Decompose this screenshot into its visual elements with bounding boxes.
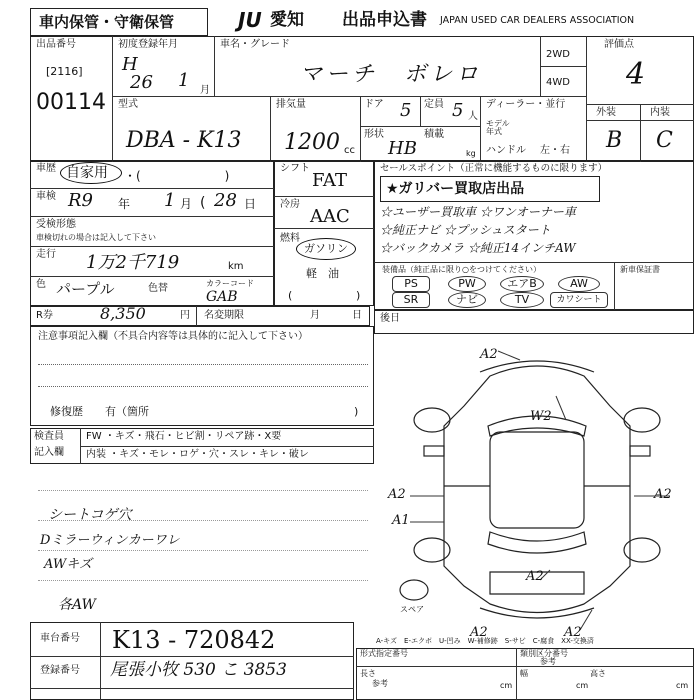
color-code-value: GAB xyxy=(206,289,238,305)
new-car-warranty: 新車保証書 xyxy=(620,265,660,274)
interior-label: 内装 xyxy=(650,107,670,118)
exterior-grade: B xyxy=(606,128,623,153)
spare-label: スペア xyxy=(400,605,424,614)
ref-label-1: 参考 xyxy=(372,679,388,688)
equip-ps: PS xyxy=(392,276,430,292)
mileage-unit: km xyxy=(228,261,244,272)
damage-mark-rear-right: A2 xyxy=(564,625,582,640)
sales-line-2: ☆純正ナビ ☆プッシュスタート xyxy=(380,223,551,237)
load-unit: kg xyxy=(466,149,476,158)
shift-value: FAT xyxy=(312,170,347,191)
shaken-month-unit: 月 xyxy=(180,197,193,211)
inspect-row-2: 内装 ・キズ・モレ・ロゲ・穴・スレ・キレ・破レ xyxy=(86,449,309,460)
damage-mark-left-lower: A1 xyxy=(392,513,410,528)
category-number-label: 類別区分番号 xyxy=(520,649,568,658)
fuel-gas: ガソリン xyxy=(304,242,348,255)
model-label: 車名・グレード xyxy=(220,39,290,50)
equip-sr: SR xyxy=(392,292,430,308)
recycle-value: 8,350 xyxy=(100,304,146,323)
ac-value: AAC xyxy=(310,206,350,227)
fuel-label: 燃料 xyxy=(280,233,300,244)
deadline-day: 日 xyxy=(352,310,362,321)
accept-label: 受検形態 xyxy=(36,219,76,230)
fuel-diesel: 軽 油 xyxy=(306,267,339,280)
brand-name: 愛知 xyxy=(270,10,304,30)
damage-mark-hood: W2 xyxy=(530,409,552,424)
sales-points-label: セールスポイント（正常に機能するものに限ります） xyxy=(380,163,608,174)
damage-mark-right: A2 xyxy=(654,487,672,502)
car-damage-diagram xyxy=(380,336,694,636)
accept-note: 車検切れの場合は記入して下さい xyxy=(36,233,156,242)
damage-mark-rear-left: A2 xyxy=(470,625,488,640)
fuel-paren-open: ( xyxy=(288,289,293,302)
chassis-value: K13 - 720842 xyxy=(112,626,276,654)
model-name: マーチ ボレロ xyxy=(300,62,483,87)
shaken-label: 車検 xyxy=(36,191,56,202)
mileage-value: 1万2千719 xyxy=(86,252,180,273)
drive-4wd: 4WD xyxy=(546,77,570,88)
history-paren: ・( ) xyxy=(124,169,230,183)
registration-era: H xyxy=(122,54,138,75)
registration-label: 初度登録年月 xyxy=(118,39,178,50)
storage-label: 車内保管・守衛保管 xyxy=(39,13,175,31)
color-label: 色 xyxy=(36,279,46,290)
sales-headline: ★ガリバー買取店出品 xyxy=(386,181,525,197)
cm-unit-2: cm xyxy=(576,681,589,690)
door-value: 5 xyxy=(400,100,412,121)
shaken-month: 1 xyxy=(164,190,176,211)
capacity-value: 5 xyxy=(452,100,464,121)
width-label: 幅 xyxy=(520,669,528,678)
association-name: JAPAN USED CAR DEALERS ASSOCIATION xyxy=(440,15,635,26)
equipment-label: 装備品（純正品に限り○をつけてください） xyxy=(382,265,541,274)
rating-label: 評価点 xyxy=(604,39,634,50)
length-label: 長さ xyxy=(360,669,376,678)
displacement-unit: cc xyxy=(344,145,355,156)
inspector-label: 検査員 xyxy=(34,431,64,442)
lot-number: 00114 xyxy=(36,90,106,115)
plate-label: 登録番号 xyxy=(40,665,80,676)
displacement-label: 排気量 xyxy=(276,99,306,110)
dealer-label: ディーラー・並行 xyxy=(486,99,566,110)
shaken-day: 28 xyxy=(214,190,237,211)
equip-aw: AW xyxy=(558,276,600,292)
note-seat-burn: シートコゲ穴 xyxy=(48,507,132,523)
sales-line-1: ☆ユーザー買取車 ☆ワンオーナー車 xyxy=(380,205,576,219)
deadline-month: 月 xyxy=(310,310,320,321)
ju-logo: JU xyxy=(238,8,262,32)
history-value: 自家用 xyxy=(66,165,108,181)
history-label: 車歴 xyxy=(36,163,56,174)
equip-pw: PW xyxy=(448,276,486,292)
deadline-label: 名変期限 xyxy=(204,310,244,321)
recycle-unit: 円 xyxy=(180,310,190,321)
damage-legend: A-キズ E-エクボ U-凹み W-補修跡 S-サビ C-腐食 XX-交換済 xyxy=(376,637,594,645)
lot-sub-number: [2116] xyxy=(46,65,83,78)
after-box xyxy=(374,310,694,334)
cm-unit-3: cm xyxy=(676,681,689,690)
note-each-aw: 各AW xyxy=(58,597,96,613)
after-label: 後日 xyxy=(380,313,400,324)
drive-2wd: 2WD xyxy=(546,49,570,60)
registration-year: 26 xyxy=(130,72,153,93)
capacity-unit: 人 xyxy=(468,111,478,122)
color-code-label: カラーコード xyxy=(206,279,254,288)
sales-line-3: ☆バックカメラ ☆純正14インチAW xyxy=(380,241,576,255)
height-label: 高さ xyxy=(590,669,606,678)
type-value: DBA - K13 xyxy=(126,128,242,153)
cm-unit-1: cm xyxy=(500,681,513,690)
shaken-era: R9 xyxy=(68,190,94,211)
shape-label: 形状 xyxy=(364,129,384,140)
type-label: 型式 xyxy=(118,99,138,110)
equip-airbag: エアB xyxy=(500,276,544,292)
ac-label: 冷房 xyxy=(280,199,300,210)
shift-label: シフト xyxy=(280,163,310,174)
note-aw-scratch: AWキズ xyxy=(44,557,92,572)
ref-label-2: 参考 xyxy=(540,657,556,666)
exterior-label: 外装 xyxy=(596,107,616,118)
registration-month: 1 xyxy=(178,70,190,91)
color-value: パープル xyxy=(56,280,115,298)
equip-power-seat: カワシート xyxy=(550,292,608,308)
damage-mark-front: A2 xyxy=(480,347,498,362)
shape-value: HB xyxy=(388,138,417,159)
storage-label-box xyxy=(30,8,208,36)
form-title: 出品申込書 xyxy=(342,10,427,30)
note-mirror-crack: Dミラーウィンカーワレ xyxy=(40,533,180,548)
caution-label: 注意事項記入欄（不具合内容等は具体的に記入して下さい） xyxy=(38,331,308,342)
record-label: 記入欄 xyxy=(34,447,64,458)
fuel-paren-close: ) xyxy=(356,289,361,302)
equip-navi: ナビ xyxy=(448,292,486,308)
handle-label: ハンドル xyxy=(486,145,526,156)
lot-label: 出品番号 xyxy=(36,39,76,50)
displacement-value: 1200 xyxy=(284,130,340,155)
shaken-day-paren-open: ( xyxy=(200,195,206,211)
damage-mark-left-upper: A2 xyxy=(388,487,406,502)
model-year-label: モデル年式 xyxy=(486,119,510,136)
repair-close: ) xyxy=(354,405,359,418)
damage-mark-rear: A2 xyxy=(526,569,544,584)
handle-options: 左・右 xyxy=(540,145,570,156)
inspect-row-1: FW ・キズ・飛石・ヒビ割・リペア跡・X要 xyxy=(86,431,282,442)
registration-month-unit: 月 xyxy=(200,85,210,96)
capacity-label: 定員 xyxy=(424,99,444,110)
plate-value: 尾張小牧 530 こ 3853 xyxy=(110,660,287,680)
repair-label: 修復歴 有（箇所 xyxy=(50,405,149,418)
rating-value: 4 xyxy=(626,57,646,92)
shaken-day-unit: 日 xyxy=(244,197,257,211)
equip-tv: TV xyxy=(500,292,544,308)
mileage-label: 走行 xyxy=(36,249,56,260)
load-label: 積載 xyxy=(424,129,444,140)
chassis-label: 車台番号 xyxy=(40,633,80,644)
interior-grade: C xyxy=(656,128,673,153)
replaced-label: 色替 xyxy=(148,283,168,294)
recycle-label: R券 xyxy=(36,310,53,321)
shaken-year-unit: 年 xyxy=(118,197,131,211)
door-label: ドア xyxy=(364,99,384,110)
shape-number-label: 形式指定番号 xyxy=(360,649,408,658)
